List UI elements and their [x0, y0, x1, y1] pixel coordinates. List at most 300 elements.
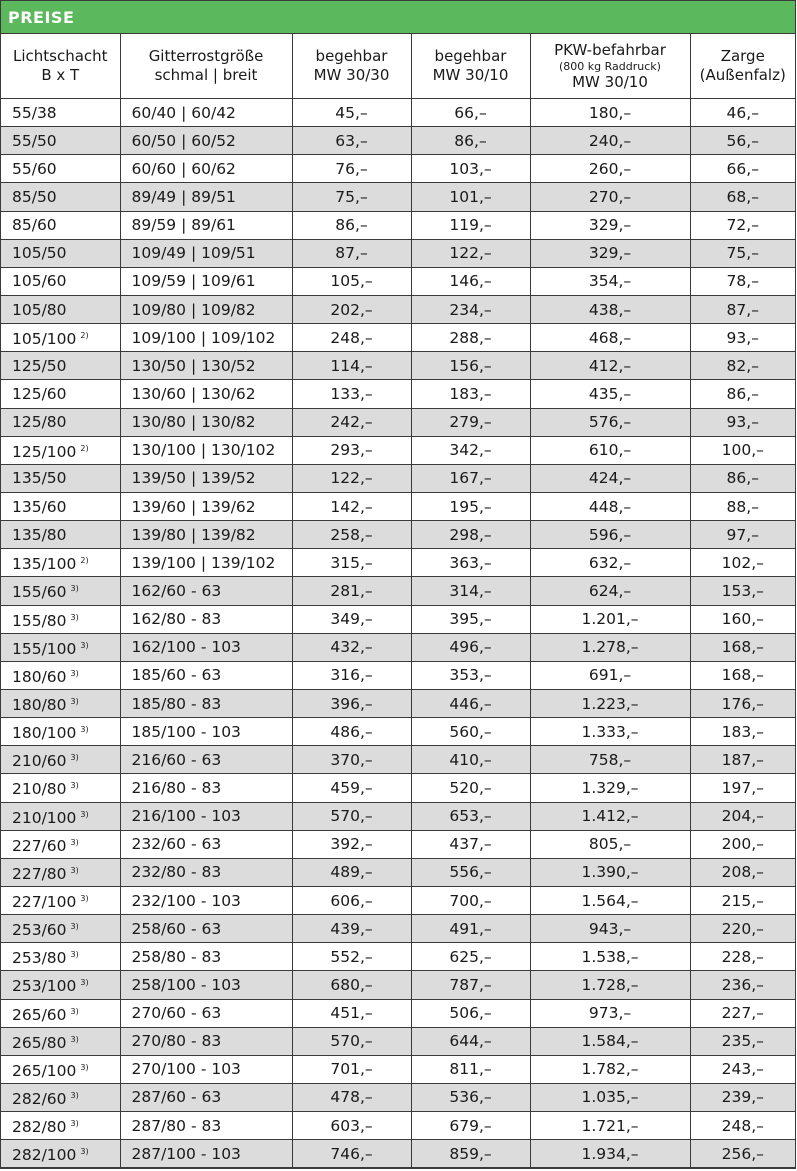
cell-gitterrostgroesse-text: 130/50 | 130/52: [131, 356, 256, 375]
cell-price-begehbar-30-30-text: 76,–: [335, 159, 368, 178]
cell-gitterrostgroesse-text: 162/60 - 63: [131, 581, 222, 600]
cell-price-pkw-befahrbar: [530, 1055, 690, 1083]
cell-price-begehbar-30-30-text: 370,–: [330, 750, 373, 769]
cell-price-begehbar-30-30-text: 63,–: [335, 131, 368, 150]
cell-price-begehbar-30-30: [292, 1055, 411, 1083]
cell-price-zarge-text: 215,–: [721, 891, 764, 910]
cell-lichtschacht: [1, 633, 120, 661]
cell-lichtschacht: [1, 689, 120, 717]
header-zarge-line2: (Außenfalz): [699, 66, 786, 84]
footnote-marker: 2): [80, 331, 89, 341]
cell-lichtschacht: [1, 521, 120, 549]
cell-gitterrostgroesse-text: 258/60 - 63: [131, 919, 222, 938]
table-row: [1, 746, 795, 774]
header-begehbar-30-10-line1: begehbar: [434, 47, 507, 65]
cell-price-zarge: [690, 971, 795, 999]
cell-price-begehbar-30-10-text: 437,–: [449, 835, 492, 854]
cell-lichtschacht: [1, 267, 120, 295]
cell-gitterrostgroesse: [120, 886, 292, 914]
cell-lichtschacht: [1, 492, 120, 520]
table-row: [1, 915, 795, 943]
cell-price-begehbar-30-10-text: 195,–: [449, 497, 492, 516]
cell-gitterrostgroesse-text: 185/100 - 103: [131, 722, 241, 741]
cell-price-pkw-befahrbar-text: 1.934,–: [581, 1144, 639, 1163]
cell-price-zarge-text: 243,–: [721, 1060, 764, 1079]
table-row: [1, 324, 795, 352]
cell-gitterrostgroesse: [120, 746, 292, 774]
cell-price-begehbar-30-10: [411, 127, 530, 155]
cell-lichtschacht-text: 105/80: [12, 300, 67, 319]
cell-lichtschacht: [1, 746, 120, 774]
cell-price-begehbar-30-30: [292, 324, 411, 352]
cell-gitterrostgroesse-text: 185/80 - 83: [131, 694, 222, 713]
cell-price-zarge-text: 102,–: [721, 553, 764, 572]
cell-price-zarge: [690, 802, 795, 830]
cell-price-begehbar-30-30: [292, 999, 411, 1027]
cell-price-zarge: [690, 633, 795, 661]
cell-gitterrostgroesse-text: 89/49 | 89/51: [131, 187, 236, 206]
cell-price-pkw-befahrbar: [530, 239, 690, 267]
table-row: [1, 1027, 795, 1055]
footnote-marker: 3): [70, 922, 79, 932]
cell-price-begehbar-30-10: [411, 239, 530, 267]
cell-price-zarge: [690, 915, 795, 943]
cell-price-pkw-befahrbar: [530, 99, 690, 127]
cell-price-begehbar-30-10: [411, 155, 530, 183]
cell-price-begehbar-30-30: [292, 943, 411, 971]
table-row: [1, 718, 795, 746]
table-row: [1, 577, 795, 605]
cell-price-begehbar-30-30-text: 680,–: [330, 975, 373, 994]
cell-price-begehbar-30-30-text: 316,–: [330, 666, 373, 685]
table-row: [1, 605, 795, 633]
cell-lichtschacht-text: 180/80: [12, 696, 67, 715]
cell-price-zarge: [690, 183, 795, 211]
cell-gitterrostgroesse-text: 287/60 - 63: [131, 1088, 222, 1107]
cell-price-zarge: [690, 324, 795, 352]
footnote-marker: 3): [70, 837, 79, 847]
cell-price-begehbar-30-30: [292, 492, 411, 520]
cell-price-zarge-text: 204,–: [721, 807, 764, 826]
cell-price-zarge-text: 227,–: [721, 1004, 764, 1023]
cell-price-pkw-befahrbar: [530, 1083, 690, 1111]
cell-price-zarge-text: 87,–: [726, 300, 759, 319]
cell-price-zarge: [690, 521, 795, 549]
cell-lichtschacht: [1, 155, 120, 183]
cell-price-begehbar-30-10: [411, 1140, 530, 1168]
cell-price-pkw-befahrbar-text: 1.782,–: [581, 1060, 639, 1079]
cell-price-begehbar-30-10-text: 520,–: [449, 778, 492, 797]
table-row: [1, 1140, 795, 1168]
cell-lichtschacht-text: 125/50: [12, 356, 67, 375]
cell-price-begehbar-30-10-text: 625,–: [449, 947, 492, 966]
table-row: [1, 436, 795, 464]
cell-lichtschacht: [1, 830, 120, 858]
cell-gitterrostgroesse-text: 139/60 | 139/62: [131, 497, 256, 516]
cell-price-pkw-befahrbar-text: 610,–: [588, 441, 632, 460]
cell-price-begehbar-30-30: [292, 1027, 411, 1055]
table-row: [1, 1112, 795, 1140]
table-row: [1, 943, 795, 971]
cell-price-begehbar-30-30-text: 349,–: [330, 610, 373, 629]
cell-price-begehbar-30-30-text: 105,–: [330, 272, 373, 291]
cell-price-zarge: [690, 1083, 795, 1111]
cell-price-begehbar-30-30: [292, 605, 411, 633]
cell-price-pkw-befahrbar: [530, 436, 690, 464]
cell-price-begehbar-30-30-text: 87,–: [335, 244, 368, 263]
cell-price-pkw-befahrbar: [530, 605, 690, 633]
cell-price-pkw-befahrbar: [530, 971, 690, 999]
header-zarge: [690, 34, 795, 99]
cell-gitterrostgroesse-text: 162/100 - 103: [131, 638, 241, 657]
cell-gitterrostgroesse-text: 258/100 - 103: [131, 975, 241, 994]
cell-gitterrostgroesse: [120, 295, 292, 323]
table-row: [1, 267, 795, 295]
cell-lichtschacht: [1, 408, 120, 436]
cell-lichtschacht-text: 227/80: [12, 864, 67, 883]
cell-price-zarge: [690, 1027, 795, 1055]
cell-gitterrostgroesse: [120, 549, 292, 577]
cell-price-begehbar-30-10-text: 298,–: [449, 525, 492, 544]
cell-price-begehbar-30-10: [411, 718, 530, 746]
cell-lichtschacht-text: 253/60: [12, 921, 67, 940]
cell-price-pkw-befahrbar-text: 468,–: [588, 328, 632, 347]
cell-price-pkw-befahrbar-text: 1.538,–: [581, 947, 639, 966]
cell-price-begehbar-30-10-text: 446,–: [449, 694, 492, 713]
cell-price-begehbar-30-30-text: 392,–: [330, 835, 373, 854]
cell-gitterrostgroesse: [120, 971, 292, 999]
cell-price-begehbar-30-30-text: 552,–: [330, 947, 373, 966]
cell-price-pkw-befahrbar-text: 240,–: [588, 131, 632, 150]
cell-price-begehbar-30-30: [292, 1112, 411, 1140]
header-begehbar-30-30-line2: MW 30/30: [313, 66, 390, 84]
cell-lichtschacht-text: 282/80: [12, 1118, 67, 1137]
cell-price-begehbar-30-30: [292, 661, 411, 689]
cell-lichtschacht-text: 253/100: [12, 977, 77, 996]
cell-price-zarge-text: 168,–: [721, 666, 764, 685]
cell-gitterrostgroesse: [120, 1055, 292, 1083]
cell-price-pkw-befahrbar-text: 435,–: [588, 384, 632, 403]
cell-gitterrostgroesse: [120, 267, 292, 295]
cell-price-zarge: [690, 577, 795, 605]
cell-lichtschacht: [1, 718, 120, 746]
cell-price-zarge-text: 235,–: [721, 1032, 764, 1051]
table-row: [1, 774, 795, 802]
cell-price-zarge-text: 168,–: [721, 638, 764, 657]
cell-gitterrostgroesse: [120, 155, 292, 183]
table-row: [1, 521, 795, 549]
cell-price-zarge: [690, 774, 795, 802]
cell-gitterrostgroesse-text: 130/100 | 130/102: [131, 441, 276, 460]
cell-lichtschacht: [1, 605, 120, 633]
cell-price-pkw-befahrbar: [530, 577, 690, 605]
cell-price-pkw-befahrbar: [530, 155, 690, 183]
cell-gitterrostgroesse-text: 130/80 | 130/82: [131, 413, 256, 432]
cell-price-begehbar-30-10: [411, 943, 530, 971]
table-title: PREISE: [1, 0, 795, 33]
cell-price-pkw-befahrbar-text: 1.223,–: [581, 694, 639, 713]
cell-lichtschacht: [1, 183, 120, 211]
cell-price-pkw-befahrbar: [530, 1140, 690, 1168]
header-gitterrostgroesse: [120, 34, 292, 99]
table-row: [1, 886, 795, 914]
cell-gitterrostgroesse: [120, 633, 292, 661]
cell-gitterrostgroesse: [120, 577, 292, 605]
cell-price-begehbar-30-10: [411, 324, 530, 352]
table-row: [1, 549, 795, 577]
cell-price-begehbar-30-30: [292, 239, 411, 267]
cell-gitterrostgroesse-text: 270/60 - 63: [131, 1004, 222, 1023]
cell-gitterrostgroesse-text: 185/60 - 63: [131, 666, 222, 685]
cell-lichtschacht: [1, 464, 120, 492]
table-row: [1, 1083, 795, 1111]
cell-lichtschacht: [1, 999, 120, 1027]
cell-price-pkw-befahrbar-text: 1.278,–: [581, 638, 639, 657]
cell-gitterrostgroesse-text: 232/80 - 83: [131, 863, 222, 882]
header-pkw-befahrbar-line3: MW 30/10: [572, 72, 648, 91]
cell-price-begehbar-30-10: [411, 802, 530, 830]
cell-price-begehbar-30-30-text: 258,–: [330, 525, 373, 544]
cell-gitterrostgroesse: [120, 239, 292, 267]
footnote-marker: 3): [70, 1090, 79, 1100]
footnote-marker: 3): [80, 1147, 89, 1157]
cell-gitterrostgroesse: [120, 802, 292, 830]
table-row: [1, 971, 795, 999]
cell-price-begehbar-30-10: [411, 436, 530, 464]
cell-price-pkw-befahrbar-text: 412,–: [588, 356, 632, 375]
cell-lichtschacht: [1, 380, 120, 408]
cell-lichtschacht: [1, 943, 120, 971]
cell-price-zarge-text: 248,–: [721, 1116, 764, 1135]
cell-gitterrostgroesse-text: 60/50 | 60/52: [131, 131, 236, 150]
header-lichtschacht: [1, 34, 120, 99]
cell-price-begehbar-30-10-text: 279,–: [449, 413, 492, 432]
cell-gitterrostgroesse-text: 139/80 | 139/82: [131, 525, 256, 544]
cell-price-begehbar-30-10-text: 66,–: [454, 103, 487, 122]
cell-price-pkw-befahrbar-text: 576,–: [588, 413, 632, 432]
table-row: [1, 999, 795, 1027]
cell-lichtschacht: [1, 239, 120, 267]
cell-price-zarge: [690, 211, 795, 239]
cell-gitterrostgroesse-text: 89/59 | 89/61: [131, 216, 236, 235]
cell-price-pkw-befahrbar: [530, 689, 690, 717]
cell-price-begehbar-30-10: [411, 408, 530, 436]
cell-price-pkw-befahrbar-text: 1.721,–: [581, 1116, 639, 1135]
cell-price-begehbar-30-10: [411, 886, 530, 914]
table-row: [1, 155, 795, 183]
cell-price-pkw-befahrbar: [530, 464, 690, 492]
cell-price-begehbar-30-10-text: 167,–: [449, 469, 492, 488]
cell-price-begehbar-30-30: [292, 746, 411, 774]
cell-price-zarge: [690, 408, 795, 436]
cell-price-zarge: [690, 858, 795, 886]
price-table: [1, 33, 795, 1168]
cell-price-pkw-befahrbar: [530, 380, 690, 408]
cell-price-begehbar-30-30-text: 133,–: [330, 384, 373, 403]
cell-lichtschacht-text: 265/60: [12, 1005, 67, 1024]
cell-price-begehbar-30-30: [292, 774, 411, 802]
cell-price-zarge: [690, 943, 795, 971]
cell-price-begehbar-30-30-text: 86,–: [335, 216, 368, 235]
header-lichtschacht-line1: Lichtschacht: [12, 47, 108, 65]
cell-price-zarge: [690, 1112, 795, 1140]
cell-price-begehbar-30-10-text: 122,–: [449, 244, 492, 263]
cell-price-begehbar-30-30-text: 486,–: [330, 722, 373, 741]
cell-gitterrostgroesse-text: 258/80 - 83: [131, 947, 222, 966]
cell-price-begehbar-30-30-text: 478,–: [330, 1088, 373, 1107]
cell-price-begehbar-30-10-text: 101,–: [449, 187, 492, 206]
cell-price-begehbar-30-10: [411, 689, 530, 717]
cell-price-begehbar-30-10: [411, 915, 530, 943]
cell-price-pkw-befahrbar-text: 1.333,–: [581, 722, 639, 741]
cell-price-begehbar-30-30: [292, 1140, 411, 1168]
cell-price-begehbar-30-10: [411, 633, 530, 661]
cell-price-begehbar-30-10: [411, 352, 530, 380]
cell-price-begehbar-30-30-text: 122,–: [330, 469, 373, 488]
cell-price-begehbar-30-30: [292, 295, 411, 323]
cell-lichtschacht: [1, 1112, 120, 1140]
cell-price-begehbar-30-10: [411, 492, 530, 520]
cell-price-zarge-text: 183,–: [721, 722, 764, 741]
cell-lichtschacht-text: 135/60: [12, 497, 67, 516]
cell-lichtschacht: [1, 971, 120, 999]
cell-price-begehbar-30-10-text: 288,–: [449, 328, 492, 347]
cell-lichtschacht: [1, 127, 120, 155]
cell-price-begehbar-30-30-text: 281,–: [330, 581, 373, 600]
cell-gitterrostgroesse-text: 60/60 | 60/62: [131, 159, 236, 178]
cell-price-zarge: [690, 267, 795, 295]
cell-price-zarge: [690, 830, 795, 858]
cell-price-begehbar-30-10: [411, 380, 530, 408]
cell-price-pkw-befahrbar-text: 354,–: [588, 272, 632, 291]
cell-price-zarge-text: 82,–: [726, 356, 759, 375]
cell-price-begehbar-30-10-text: 314,–: [449, 581, 492, 600]
cell-price-pkw-befahrbar: [530, 999, 690, 1027]
cell-price-zarge-text: 75,–: [726, 244, 759, 263]
cell-price-pkw-befahrbar-text: 596,–: [588, 525, 632, 544]
footnote-marker: 2): [80, 556, 89, 566]
cell-price-zarge-text: 93,–: [726, 413, 759, 432]
header-begehbar-30-10: [411, 34, 530, 99]
cell-price-zarge-text: 68,–: [726, 187, 759, 206]
cell-price-pkw-befahrbar: [530, 521, 690, 549]
cell-price-begehbar-30-30-text: 570,–: [330, 807, 373, 826]
cell-price-begehbar-30-30-text: 570,–: [330, 1032, 373, 1051]
cell-gitterrostgroesse: [120, 1140, 292, 1168]
price-table-body: [1, 99, 795, 1168]
cell-price-begehbar-30-30: [292, 1083, 411, 1111]
cell-gitterrostgroesse: [120, 521, 292, 549]
cell-price-pkw-befahrbar-text: 624,–: [588, 581, 632, 600]
cell-price-begehbar-30-30: [292, 886, 411, 914]
cell-price-begehbar-30-10-text: 234,–: [449, 300, 492, 319]
cell-price-begehbar-30-30: [292, 689, 411, 717]
cell-price-begehbar-30-10-text: 146,–: [449, 272, 492, 291]
cell-price-begehbar-30-30-text: 459,–: [330, 778, 373, 797]
cell-price-begehbar-30-30: [292, 549, 411, 577]
cell-lichtschacht-text: 155/80: [12, 611, 67, 630]
cell-price-begehbar-30-10: [411, 295, 530, 323]
cell-price-pkw-befahrbar: [530, 549, 690, 577]
cell-price-begehbar-30-30-text: 746,–: [330, 1144, 373, 1163]
cell-gitterrostgroesse-text: 109/59 | 109/61: [131, 272, 256, 291]
cell-gitterrostgroesse-text: 109/49 | 109/51: [131, 244, 256, 263]
cell-lichtschacht: [1, 886, 120, 914]
cell-price-begehbar-30-10-text: 119,–: [449, 216, 492, 235]
cell-price-begehbar-30-30: [292, 802, 411, 830]
cell-price-begehbar-30-10-text: 811,–: [449, 1060, 492, 1079]
cell-price-begehbar-30-30: [292, 211, 411, 239]
cell-price-begehbar-30-30-text: 701,–: [330, 1060, 373, 1079]
cell-price-begehbar-30-30: [292, 380, 411, 408]
cell-price-begehbar-30-10: [411, 661, 530, 689]
header-begehbar-30-10-line2: MW 30/10: [432, 66, 509, 84]
footnote-marker: 3): [70, 781, 79, 791]
cell-price-zarge: [690, 295, 795, 323]
cell-price-zarge-text: 176,–: [721, 694, 764, 713]
cell-price-begehbar-30-10-text: 700,–: [449, 891, 492, 910]
cell-price-begehbar-30-30-text: 396,–: [330, 694, 373, 713]
cell-price-begehbar-30-30: [292, 633, 411, 661]
cell-gitterrostgroesse-text: 216/60 - 63: [131, 750, 222, 769]
cell-gitterrostgroesse: [120, 830, 292, 858]
cell-price-pkw-befahrbar: [530, 295, 690, 323]
footnote-marker: 3): [70, 612, 79, 622]
cell-lichtschacht-text: 105/60: [12, 272, 67, 291]
table-row: [1, 492, 795, 520]
cell-price-begehbar-30-10: [411, 464, 530, 492]
table-row: [1, 183, 795, 211]
cell-price-pkw-befahrbar: [530, 183, 690, 211]
cell-gitterrostgroesse: [120, 858, 292, 886]
cell-price-begehbar-30-10-text: 103,–: [449, 159, 492, 178]
table-row: [1, 689, 795, 717]
footnote-marker: 3): [70, 697, 79, 707]
cell-lichtschacht: [1, 802, 120, 830]
cell-lichtschacht-text: 85/50: [12, 187, 57, 206]
cell-price-begehbar-30-30: [292, 183, 411, 211]
cell-price-zarge: [690, 689, 795, 717]
cell-lichtschacht-text: 155/60: [12, 583, 67, 602]
header-zarge-line1: Zarge: [720, 47, 765, 65]
cell-price-pkw-befahrbar: [530, 661, 690, 689]
cell-gitterrostgroesse: [120, 324, 292, 352]
footnote-marker: 3): [70, 1119, 79, 1129]
cell-price-begehbar-30-10: [411, 521, 530, 549]
cell-lichtschacht-text: 155/100: [12, 639, 77, 658]
cell-price-pkw-befahrbar: [530, 718, 690, 746]
cell-price-zarge: [690, 380, 795, 408]
cell-gitterrostgroesse: [120, 183, 292, 211]
cell-price-zarge-text: 256,–: [721, 1144, 764, 1163]
footnote-marker: 3): [70, 950, 79, 960]
cell-price-zarge-text: 236,–: [721, 975, 764, 994]
header-begehbar-30-30: [292, 34, 411, 99]
cell-lichtschacht-text: 210/100: [12, 808, 77, 827]
cell-gitterrostgroesse-text: 139/50 | 139/52: [131, 469, 256, 488]
cell-price-pkw-befahrbar: [530, 127, 690, 155]
table-row: [1, 661, 795, 689]
cell-price-begehbar-30-10: [411, 267, 530, 295]
cell-gitterrostgroesse: [120, 999, 292, 1027]
cell-price-begehbar-30-10-text: 679,–: [449, 1116, 492, 1135]
cell-price-pkw-befahrbar-text: 758,–: [588, 750, 632, 769]
cell-price-zarge-text: 187,–: [721, 750, 764, 769]
cell-price-pkw-befahrbar-text: 805,–: [588, 835, 632, 854]
cell-lichtschacht-text: 227/100: [12, 893, 77, 911]
cell-price-begehbar-30-30: [292, 267, 411, 295]
cell-price-zarge: [690, 605, 795, 633]
